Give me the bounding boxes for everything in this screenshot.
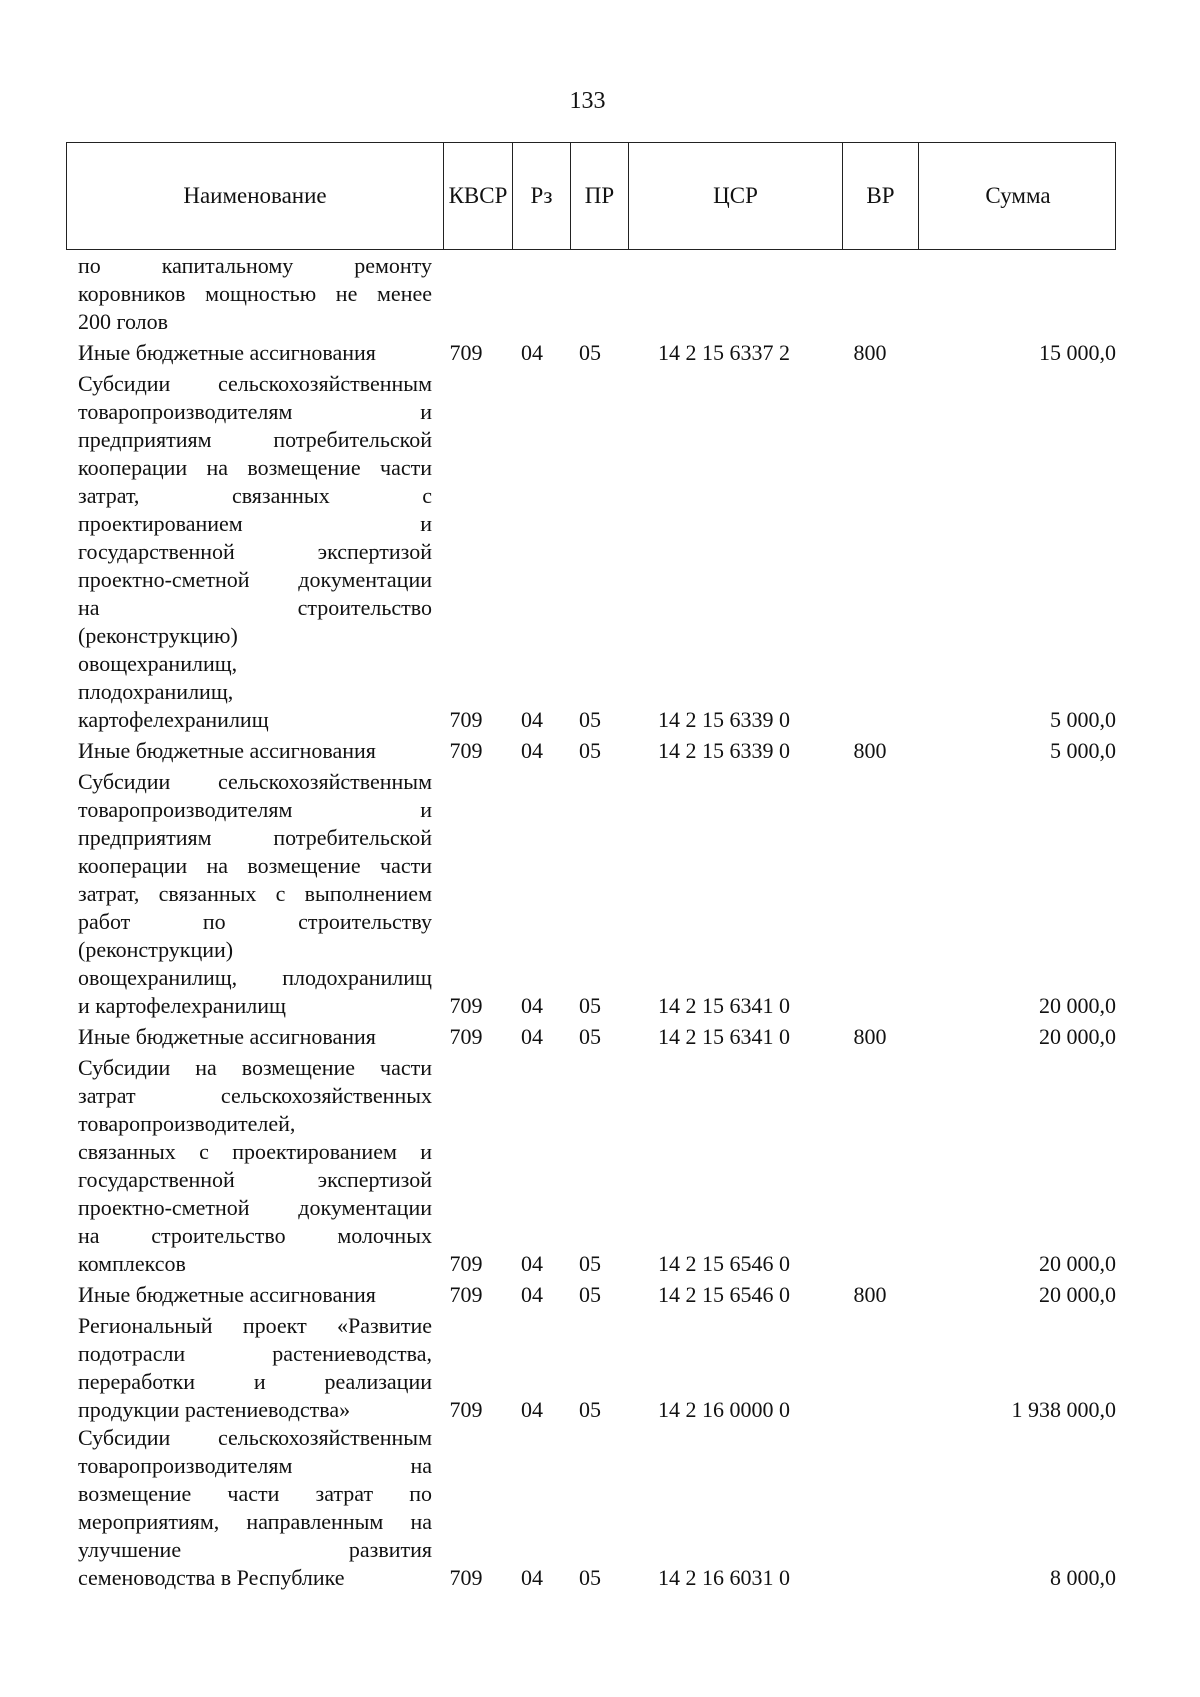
header-rz: Рз	[513, 143, 571, 249]
row-name	[66, 737, 432, 765]
row-name-line: Субсидии сельскохозяйственным	[78, 371, 432, 396]
table-row	[66, 252, 1116, 336]
row-csr: 14 2 16 6031 0	[658, 1565, 790, 1590]
row-name-line: Субсидии сельскохозяйственным	[78, 769, 432, 794]
row-rz: 04	[521, 1282, 543, 1307]
row-sum: 20 000,0	[1039, 1024, 1116, 1049]
table-row	[66, 339, 1116, 367]
row-rz: 04	[521, 1024, 543, 1049]
row-name-line: на строительство молочных	[78, 1223, 432, 1248]
row-sum: 1 938 000,0	[1011, 1397, 1116, 1422]
row-csr: 14 2 15 6339 0	[658, 707, 790, 732]
row-name-line: Иные бюджетные ассигнования	[78, 340, 376, 365]
row-kvsr: 709	[449, 1565, 483, 1590]
row-pr: 05	[579, 707, 601, 732]
row-name-line: картофелехранилищ	[78, 707, 269, 732]
table-body	[66, 252, 1116, 1592]
row-vr: 800	[853, 340, 887, 365]
row-kvsr: 709	[449, 1282, 483, 1307]
table-row	[66, 737, 1116, 765]
row-kvsr: 709	[449, 1024, 483, 1049]
row-name-line: Субсидии сельскохозяйственным	[78, 1425, 432, 1450]
row-name-line: затрат, связанных с выполнением	[78, 881, 432, 906]
row-csr: 14 2 16 0000 0	[658, 1397, 790, 1422]
row-name-line: кооперации на возмещение части	[78, 455, 432, 480]
row-name-line: государственной экспертизой	[78, 1167, 432, 1192]
row-name-line: переработки и реализации	[78, 1369, 432, 1394]
row-name-line: комплексов	[78, 1251, 186, 1276]
header-kvsr: КВСР	[444, 143, 513, 249]
row-name-line: Иные бюджетные ассигнования	[78, 1282, 376, 1307]
row-name	[66, 339, 432, 367]
row-kvsr: 709	[449, 993, 483, 1018]
row-name-line: кооперации на возмещение части	[78, 853, 432, 878]
row-sum: 5 000,0	[1050, 707, 1116, 732]
table-row	[66, 1281, 1116, 1309]
row-name	[66, 370, 432, 734]
row-rz: 04	[521, 707, 543, 732]
row-name-line: (реконструкцию)	[78, 623, 238, 648]
header-vr: ВР	[843, 143, 919, 249]
row-vr: 800	[853, 1024, 887, 1049]
row-pr: 05	[579, 1565, 601, 1590]
row-name-line: возмещение части затрат по	[78, 1481, 432, 1506]
page-number: 133	[569, 88, 606, 114]
header-pr: ПР	[571, 143, 629, 249]
row-pr: 05	[579, 1397, 601, 1422]
table-row	[66, 1023, 1116, 1051]
row-name-line: по капитальному ремонту	[78, 253, 432, 278]
row-name-line: проектированием и	[78, 511, 432, 536]
row-csr: 14 2 15 6339 0	[658, 738, 790, 763]
row-name	[66, 768, 432, 1020]
table-row	[66, 1312, 1116, 1424]
row-name-line: проектно-сметной документации	[78, 567, 432, 592]
row-name-line: продукции растениеводства»	[78, 1397, 351, 1422]
row-csr: 14 2 15 6546 0	[658, 1282, 790, 1307]
row-vr: 800	[853, 1282, 887, 1307]
row-name-line: затрат сельскохозяйственных	[78, 1083, 432, 1108]
row-pr: 05	[579, 1024, 601, 1049]
row-pr: 05	[579, 340, 601, 365]
row-name-line: предприятиям потребительской	[78, 427, 432, 452]
row-sum: 15 000,0	[1039, 340, 1116, 365]
row-sum: 20 000,0	[1039, 1251, 1116, 1276]
row-name-line: предприятиям потребительской	[78, 825, 432, 850]
row-name-line: государственной экспертизой	[78, 539, 432, 564]
row-name-line: товаропроизводителей,	[78, 1111, 296, 1136]
row-rz: 04	[521, 1565, 543, 1590]
row-name-line: товаропроизводителям и	[78, 797, 432, 822]
row-kvsr: 709	[449, 1251, 483, 1276]
table-row	[66, 1054, 1116, 1278]
row-sum: 8 000,0	[1050, 1565, 1116, 1590]
row-csr: 14 2 15 6341 0	[658, 1024, 790, 1049]
row-name-line: овощехранилищ,	[78, 651, 238, 676]
row-rz: 04	[521, 993, 543, 1018]
row-pr: 05	[579, 1282, 601, 1307]
row-name-line: (реконструкции)	[78, 937, 234, 962]
header-name: Наименование	[67, 143, 444, 249]
row-pr: 05	[579, 738, 601, 763]
row-rz: 04	[521, 340, 543, 365]
row-name-line: семеноводства в Республике	[78, 1565, 345, 1590]
row-name-line: 200 голов	[78, 309, 169, 334]
row-sum: 20 000,0	[1039, 1282, 1116, 1307]
row-name-line: овощехранилищ, плодохранилищ	[78, 965, 432, 990]
row-name-line: работ по строительству	[78, 909, 432, 934]
row-name-line: и картофелехранилищ	[78, 993, 286, 1018]
row-name-line: коровников мощностью не менее	[78, 281, 432, 306]
table-header	[66, 142, 1116, 250]
row-name-line: товаропроизводителям и	[78, 399, 432, 424]
row-name-line: Региональный проект «Развитие	[78, 1313, 432, 1338]
row-name-line: плодохранилищ,	[78, 679, 234, 704]
row-vr: 800	[853, 738, 887, 763]
row-csr: 14 2 15 6337 2	[658, 340, 790, 365]
row-csr: 14 2 15 6341 0	[658, 993, 790, 1018]
row-name	[66, 1023, 432, 1051]
row-sum: 20 000,0	[1039, 993, 1116, 1018]
row-name-line: Иные бюджетные ассигнования	[78, 738, 376, 763]
row-name-line: товаропроизводителям на	[78, 1453, 432, 1478]
row-kvsr: 709	[449, 738, 483, 763]
row-name	[66, 1312, 432, 1424]
row-name	[66, 1281, 432, 1309]
table-row	[66, 370, 1116, 734]
row-name	[66, 252, 432, 336]
row-rz: 04	[521, 738, 543, 763]
row-name	[66, 1424, 432, 1592]
row-kvsr: 709	[449, 1397, 483, 1422]
header-csr: ЦСР	[629, 143, 843, 249]
row-name	[66, 1054, 432, 1278]
row-pr: 05	[579, 993, 601, 1018]
table-row	[66, 1424, 1116, 1592]
row-name-line: на строительство	[78, 595, 432, 620]
row-csr: 14 2 15 6546 0	[658, 1251, 790, 1276]
row-name-line: связанных с проектированием и	[78, 1139, 432, 1164]
row-name-line: проектно-сметной документации	[78, 1195, 432, 1220]
row-name-line: мероприятиям, направленным на	[78, 1509, 432, 1534]
row-name-line: затрат, связанных с	[78, 483, 432, 508]
header-sum: Сумма	[985, 183, 1051, 208]
row-name-line: подотрасли растениеводства,	[78, 1341, 432, 1366]
table-row	[66, 768, 1116, 1020]
row-sum: 5 000,0	[1050, 738, 1116, 763]
row-name-line: Иные бюджетные ассигнования	[78, 1024, 376, 1049]
row-kvsr: 709	[449, 707, 483, 732]
row-kvsr: 709	[449, 340, 483, 365]
row-pr: 05	[579, 1251, 601, 1276]
row-rz: 04	[521, 1251, 543, 1276]
row-rz: 04	[521, 1397, 543, 1422]
row-name-line: улучшение развития	[78, 1537, 432, 1562]
row-name-line: Субсидии на возмещение части	[78, 1055, 432, 1080]
